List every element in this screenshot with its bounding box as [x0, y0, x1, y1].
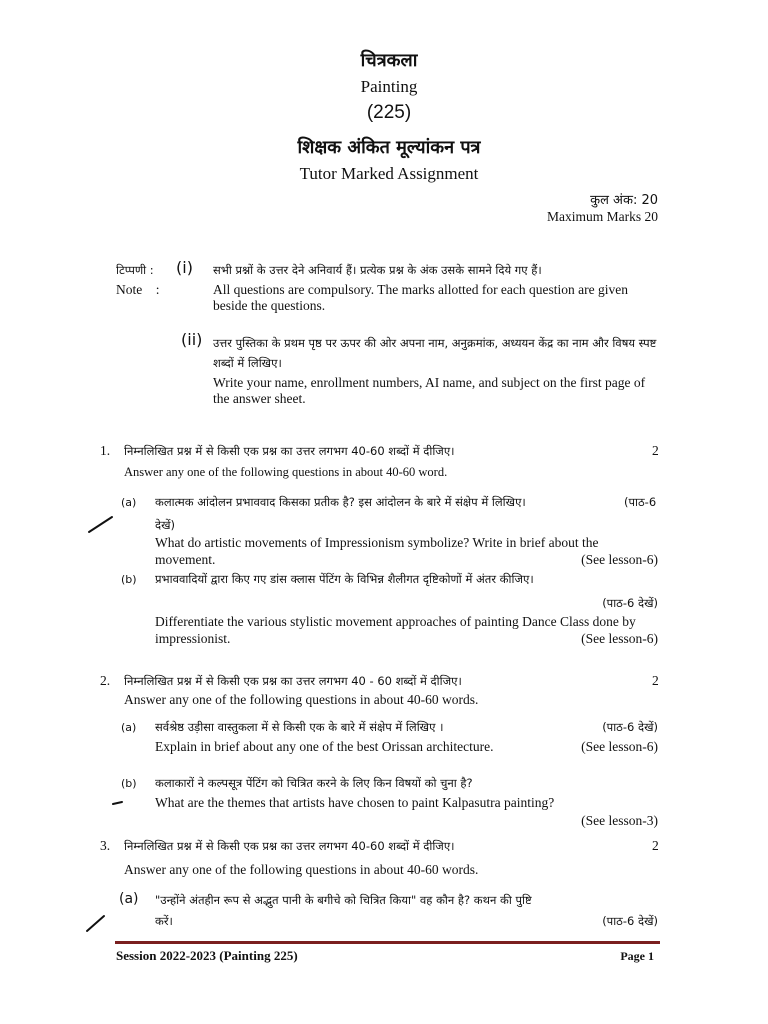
- q1b-reference-hindi: (पाठ-6 देखें): [602, 596, 658, 610]
- note-1-english: All questions are compulsory. The marks allotted for each question are given beside the questions.: [213, 282, 629, 313]
- max-marks-english: Maximum Marks 20: [547, 209, 658, 224]
- q1a-reference-english: (See lesson-6): [581, 552, 658, 567]
- note-2-hindi: उत्तर पुस्तिका के प्रथम पृष्ठ पर ऊपर की ओर अपना नाम, अनुक्रमांक, अध्ययन केंद्र का नाम और विषय स्पष्ट शब्दों में लिखिए।: [213, 336, 657, 370]
- q2b-hindi: कलाकारों ने कल्पसूत्र पेंटिंग को चित्रित करने के लिए किन विषयों को चुना है?: [155, 776, 473, 790]
- q3-instruction-hindi: निम्नलिखित प्रश्न में से किसी एक प्रश्न का उत्तर लगभग 40-60 शब्दों में दीजिए।: [124, 839, 455, 853]
- note-2-number: (ii): [181, 330, 203, 349]
- q2a-reference-hindi: (पाठ-6 देखें): [602, 720, 658, 734]
- q1a-reference-hindi: (पाठ-6: [624, 495, 657, 509]
- note-2-english: Write your name, enrollment numbers, AI name, and subject on the first page of the answer sheet.: [213, 375, 646, 406]
- course-code: (225): [366, 102, 412, 123]
- q2b-english: What are the themes that artists have chosen to paint Kalpasutra painting?: [155, 795, 555, 810]
- q1-instruction-hindi: निम्नलिखित प्रश्न में से किसी एक प्रश्न का उत्तर लगभग 40-60 शब्दों में दीजिए।: [124, 444, 455, 458]
- q2-instruction-english: Answer any one of the following questions in about 40-60 words.: [124, 692, 479, 707]
- q2-number: 2.: [100, 673, 111, 688]
- title-hindi: चित्रकला: [360, 50, 418, 71]
- subtitle-english: Tutor Marked Assignment: [299, 164, 479, 183]
- q3-marks: 2: [652, 838, 659, 853]
- q2a-reference-english: (See lesson-6): [581, 739, 658, 754]
- q3-number: 3.: [100, 838, 111, 853]
- q1a-english-line1: What do artistic movements of Impressionism symbolize? Write in brief about the: [155, 535, 599, 550]
- q1-number: 1.: [100, 443, 111, 458]
- q2a-english: Explain in brief about any one of the best Orissan architecture.: [155, 739, 494, 754]
- q1b-english-line2: impressionist.: [155, 631, 231, 646]
- q1a-reference-hindi-cont: देखें): [155, 518, 175, 532]
- max-marks-hindi: कुल अंक: 20: [590, 193, 658, 208]
- q1b-reference-english: (See lesson-6): [581, 631, 658, 646]
- q2-marks: 2: [652, 673, 659, 688]
- q1-instruction-english: Answer any one of the following questions in about 40-60 word.: [124, 465, 448, 479]
- note-1-hindi: सभी प्रश्नों के उत्तर देने अनिवार्य हैं। प्रत्येक प्रश्न के अंक उसके सामने दिये गए हैं।: [213, 263, 542, 277]
- title-english: Painting: [360, 77, 418, 96]
- q3a-label: (a): [119, 891, 139, 907]
- pen-dash-mark-q2: [110, 798, 126, 808]
- note-label-hindi: टिप्पणी :: [116, 263, 154, 277]
- q3a-hindi-line2: करें।: [155, 914, 173, 928]
- footer-divider: [115, 941, 660, 944]
- q1b-english-line1: Differentiate the various stylistic movement approaches of painting Dance Class done by: [155, 614, 636, 629]
- q1-marks: 2: [652, 443, 659, 458]
- q1a-hindi: कलात्मक आंदोलन प्रभाववाद किसका प्रतीक है? इस आंदोलन के बारे में संक्षेप में लिखिए।: [155, 495, 526, 509]
- note-1-number: (i): [176, 258, 193, 277]
- q2a-hindi: सर्वश्रेष्ठ उड़ीसा वास्तुकला में से किसी एक के बारे में संक्षेप में लिखिए ।: [155, 720, 444, 734]
- pen-tick-mark-q3: [84, 912, 108, 934]
- q3-instruction-english: Answer any one of the following questions in about 40-60 words.: [124, 862, 479, 877]
- q1b-label: (b): [121, 573, 137, 586]
- note-label-english: Note :: [116, 282, 160, 297]
- q3a-hindi-line1: "उन्होंने अंतहीन रूप से अद्भुत पानी के बगीचे को चित्रित किया" वह कौन है? कथन की पुष्टि: [155, 893, 532, 907]
- q2-instruction-hindi: निम्नलिखित प्रश्न में से किसी एक प्रश्न का उत्तर लगभग 40 - 60 शब्दों में दीजिए।: [124, 674, 462, 688]
- q2b-reference-english: (See lesson-3): [581, 813, 658, 828]
- footer-page-number: Page 1: [620, 949, 654, 963]
- pen-tick-mark-q1: [86, 512, 116, 536]
- q2b-label: (b): [121, 777, 137, 790]
- subtitle-hindi: शिक्षक अंकित मूल्यांकन पत्र: [297, 137, 481, 158]
- q1a-label: (a): [121, 496, 137, 509]
- footer-session: Session 2022-2023 (Painting 225): [116, 948, 298, 963]
- q3a-reference-hindi: (पाठ-6 देखें): [602, 914, 658, 928]
- q1b-hindi: प्रभाववादियों द्वारा किए गए डांस क्लास पेंटिंग के विभिन्न शैलीगत दृष्टिकोणों में अंतर कीजिए।: [155, 572, 534, 586]
- q2a-label: (a): [121, 721, 137, 734]
- q1a-english-line2: movement.: [155, 552, 216, 567]
